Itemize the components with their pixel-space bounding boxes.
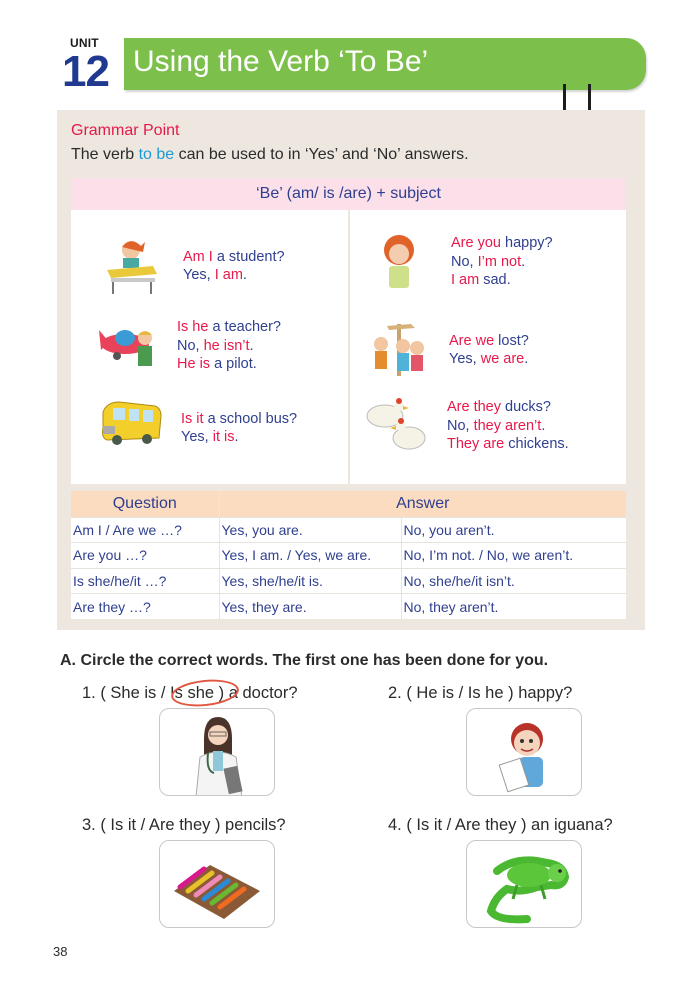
pencils-icon [160,841,275,928]
exercise-item-1[interactable]: 1. ( She is / Is she ) a doctor? [82,684,298,702]
example-text-segment: No, [447,417,474,434]
example-line [451,234,553,253]
yes-answer-cell: Yes, they are. [219,594,401,620]
iguana-picture [466,840,582,928]
highlighted-verb: Are we [449,332,495,349]
yes-answer-cell: Yes, I am. / Yes, we are. [219,543,401,569]
be-examples-panel [71,178,626,484]
example-text-segment: . [541,417,546,434]
question-cell: Am I / Are we …? [71,517,219,543]
example-text-segment: chickens. [504,436,569,453]
grammar-point-description [71,146,469,164]
example-item [99,398,297,458]
grammar-point-title: Grammar Point [71,122,180,139]
question-cell: Is she/he/it …? [71,568,219,594]
example-item [367,320,529,380]
exercise-item-2[interactable]: 2. ( He is / Is he ) happy? [388,684,573,702]
example-line [451,253,553,272]
desc-highlight: to be [138,146,175,163]
example-text-segment: . [249,337,254,354]
example-text-segment: ducks? [501,399,551,416]
highlighted-verb: I am [214,267,243,283]
example-text-segment: . [521,253,526,270]
page-title: Using the Verb ‘To Be’ [133,45,429,78]
highlighted-verb: I am [451,272,480,289]
example-item [95,316,281,376]
girl-at-desk-icon [101,236,163,296]
iguana-icon [467,841,582,928]
yes-answer-cell: Yes, you are. [219,517,401,543]
highlighted-verb: he isn’t [203,337,250,354]
chickens-icon [363,396,435,456]
example-line [181,428,297,447]
title-banner [124,38,646,90]
question-cell: Are they …? [71,594,219,620]
sad-girl-icon [369,232,431,292]
exercise-item-4[interactable]: 4. ( Is it / Are they ) an iguana? [388,816,613,834]
example-text-segment: No, [451,253,478,270]
yes-answer-cell: Yes, she/he/it is. [219,568,401,594]
example-line [447,435,569,454]
school-bus-icon [99,398,161,458]
column-header-question: Question [71,491,219,517]
table-row [71,517,626,543]
example-line [449,350,529,369]
example-text-segment: a school bus? [203,410,298,427]
table-row [71,594,626,620]
example-text-segment: . [524,351,529,367]
highlighted-verb: They are [447,436,505,453]
be-panel-header: ‘Be’ (am/ is /are) + subject [71,178,626,210]
unit-number: 12 [62,47,109,96]
example-line [181,410,297,429]
example-line [447,417,569,436]
highlighted-verb: we are [480,351,525,367]
desc-text: The verb [71,146,139,163]
highlighted-verb: Are you [451,235,501,252]
example-text [447,398,569,454]
example-line [449,332,529,351]
example-text [181,410,297,447]
example-text-segment: happy? [500,235,553,252]
question-answer-table [71,491,626,619]
example-text-segment: Yes, [183,267,215,283]
highlighted-verb: it is [212,429,235,445]
example-item [369,232,553,292]
example-line [177,355,281,374]
example-text-segment: a pilot. [210,356,257,373]
example-text-segment: lost? [494,332,529,349]
table-row [71,543,626,569]
question-cell: Are you …? [71,543,219,569]
highlighted-verb: Is he [177,319,209,336]
exercise-item-3[interactable]: 3. ( Is it / Are they ) pencils? [82,816,286,834]
example-text-segment: a teacher? [208,319,281,336]
highlighted-verb: they aren’t [473,417,542,434]
example-line [177,318,281,337]
example-text-segment: Yes, [449,351,481,367]
lost-kids-signpost-icon [367,320,431,380]
example-text-segment: . [234,429,239,445]
highlighted-verb: Am I [183,248,213,265]
highlighted-verb: He is [177,356,211,373]
example-line [183,266,285,285]
exercise-instructions: A. Circle the correct words. The first one has been done for you. [60,652,549,669]
column-divider [348,210,350,484]
happy-boy-picture [466,708,582,796]
example-text-segment: No, [177,337,204,354]
example-text [449,332,529,369]
example-item [101,236,285,296]
column-header-answer: Answer [219,491,626,517]
example-line [177,337,281,356]
no-answer-cell: No, you aren’t. [401,517,626,543]
example-text [177,318,281,374]
example-text [451,234,553,290]
grammar-point-box [57,110,645,630]
example-text-segment: a student? [212,248,285,265]
no-answer-cell: No, they aren’t. [401,594,626,620]
highlighted-verb: Is it [181,410,204,427]
no-answer-cell: No, she/he/it isn’t. [401,568,626,594]
example-text-segment: sad. [479,272,511,289]
pilot-with-plane-icon [95,316,163,376]
highlighted-verb: I’m not [477,253,522,270]
example-line [447,398,569,417]
example-text-segment: Yes, [181,429,213,445]
page-number: 38 [53,944,68,959]
example-item [363,396,569,456]
doctor-picture [159,708,275,796]
example-line [451,271,553,290]
desc-text: can be used to in ‘Yes’ and ‘No’ answers. [174,146,469,163]
no-answer-cell: No, I’m not. / No, we aren’t. [401,543,626,569]
unit-label: UNIT [70,36,99,50]
highlighted-verb: Are they [447,399,501,416]
answer-circle-mark [170,677,240,710]
happy-boy-icon [467,709,582,796]
table-row [71,568,626,594]
example-text-segment: . [242,267,247,283]
pencils-picture [159,840,275,928]
doctor-icon [160,709,275,796]
example-text [183,248,285,285]
example-line [183,248,285,267]
